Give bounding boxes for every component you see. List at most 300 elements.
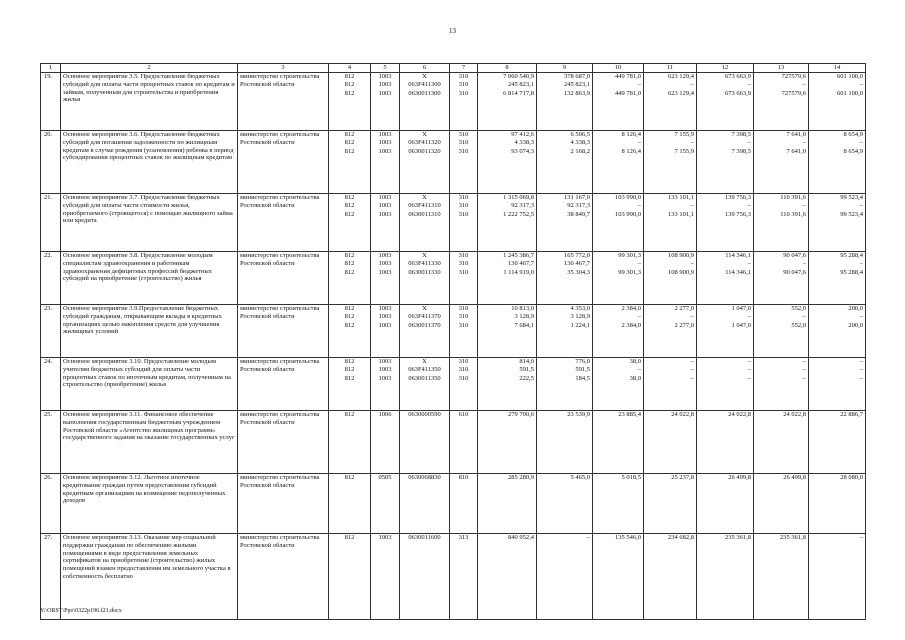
table-row [41, 73, 866, 131]
value-line: 4 353,0 [570, 305, 590, 312]
value-line: 1003 [378, 147, 392, 155]
value-line: 310 [458, 366, 469, 374]
value-line: 812 [344, 89, 355, 97]
value-line: 812 [344, 358, 355, 365]
value-line: 814,0 [519, 358, 534, 365]
value-line: 310 [458, 260, 469, 268]
budget-table [40, 63, 866, 620]
value-line: X [422, 73, 427, 80]
value-line: 35 304,3 [567, 268, 590, 276]
value-line: 0630000590 [408, 411, 441, 418]
value-cell [593, 252, 644, 305]
value-cell [593, 73, 644, 131]
value-cell [593, 194, 644, 252]
executor-text: министерство строительства Ростовской области [240, 305, 320, 320]
value-line: 063F411300 [408, 81, 441, 89]
value-cell [644, 358, 697, 411]
value-line: 313 [458, 534, 469, 541]
value-line: 0630011300 [408, 89, 441, 97]
value-cell [478, 411, 537, 474]
executor [238, 252, 329, 305]
value-line: 812 [344, 139, 355, 147]
value-line: – [747, 374, 751, 382]
value-line: – [747, 81, 751, 89]
value-line: 24 022,8 [728, 411, 751, 418]
value-cell [537, 358, 593, 411]
value-line: 279 700,6 [508, 411, 534, 418]
value-cell [478, 252, 537, 305]
value-cell [537, 194, 593, 252]
value-line: – [859, 374, 863, 382]
value-line: X [422, 131, 427, 138]
value-cell [593, 411, 644, 474]
value-line: 591,5 [519, 366, 534, 374]
executor-text: министерство строительства Ростовской области [240, 252, 320, 267]
value-line: 310 [458, 210, 469, 218]
value-line: 552,0 [791, 305, 806, 312]
value-line: 103 990,0 [615, 210, 641, 218]
value-line: 812 [344, 194, 355, 201]
value-line: 310 [458, 268, 469, 276]
value-line: – [747, 358, 751, 365]
value-line: 601 100,0 [837, 73, 863, 80]
value-line: 110 391,6 [780, 210, 806, 218]
value-line: 285 280,9 [508, 474, 534, 481]
value-line: 132 863,9 [564, 89, 590, 97]
value-line: 7 060 540,9 [503, 73, 534, 80]
value-line: 812 [344, 131, 355, 138]
value-line: 28 080,0 [840, 474, 863, 481]
value-line: 310 [458, 321, 469, 329]
value-line: 812 [344, 147, 355, 155]
value-cell [754, 252, 809, 305]
value-line: 063F411310 [408, 202, 441, 210]
value-line: 139 756,3 [725, 210, 751, 218]
value-line: 727579,6 [781, 89, 806, 97]
value-line: 38 849,7 [567, 210, 590, 218]
table-row [41, 534, 866, 620]
value-cell [809, 534, 866, 620]
value-cell [537, 131, 593, 194]
measure-name-text: Основное мероприятие 3.5. Предоставление бюджетных субсидий для оплаты части процентных ставок по кредитам и займам, полученным для строительства и приобретения жилья [63, 73, 235, 104]
header-row [41, 64, 866, 73]
value-line: 310 [458, 147, 469, 155]
value-line: – [690, 374, 694, 382]
value-cell [450, 73, 478, 131]
value-line: 812 [344, 366, 355, 374]
value-line: – [637, 139, 641, 147]
value-line: 108 900,9 [668, 252, 694, 259]
value-line: – [859, 534, 863, 541]
column-number-header: 14 [809, 64, 866, 73]
value-line: 063F411320 [408, 139, 441, 147]
value-cell [644, 131, 697, 194]
measure-name [61, 131, 238, 194]
value-line: 7 684,1 [514, 321, 534, 329]
value-cell [809, 305, 866, 358]
value-line: 310 [458, 81, 469, 89]
value-cell [371, 131, 400, 194]
row-number: 21. [41, 194, 61, 252]
value-cell [371, 305, 400, 358]
value-cell [754, 131, 809, 194]
value-cell [450, 474, 478, 534]
value-line: 0630068830 [408, 474, 441, 481]
value-line: – [802, 202, 806, 210]
value-cell [537, 411, 593, 474]
value-line: 133 101,1 [668, 210, 694, 218]
executor-text: министерство строительства Ростовской области [240, 194, 320, 209]
value-cell [329, 534, 371, 620]
value-line: 1003 [378, 194, 392, 201]
value-cell [697, 534, 754, 620]
value-line: 310 [458, 374, 469, 382]
value-line: 235 361,8 [780, 534, 806, 541]
value-cell [371, 411, 400, 474]
value-line: 99 523,4 [840, 210, 863, 218]
value-cell [478, 358, 537, 411]
value-cell [809, 411, 866, 474]
value-line: 378 687,0 [564, 73, 590, 80]
value-line: 1003 [378, 89, 392, 97]
value-cell [400, 305, 450, 358]
value-line: 1003 [378, 73, 392, 80]
value-line: – [747, 139, 751, 147]
measure-name-text: Основное мероприятие 3.11. Финансовое обеспечение выполнения государственным бюджетным учреждением Ростовской области «Агентство жилищных программ» государственного задания на оказание государственных услуг [63, 411, 235, 442]
value-line: 1003 [378, 358, 392, 365]
value-line: 7 641,0 [786, 131, 806, 138]
value-line: – [690, 81, 694, 89]
value-cell [400, 534, 450, 620]
value-line: – [690, 358, 694, 365]
value-line: – [637, 202, 641, 210]
executor-text: министерство строительства Ростовской области [240, 474, 320, 489]
value-line: 449 781,0 [615, 89, 641, 97]
value-line: 99 523,4 [840, 194, 863, 201]
value-cell [809, 131, 866, 194]
measure-name [61, 534, 238, 620]
value-cell [644, 73, 697, 131]
value-line: 727579,6 [781, 73, 806, 80]
value-cell [450, 411, 478, 474]
value-cell [754, 73, 809, 131]
value-line: 310 [458, 89, 469, 97]
value-cell [697, 73, 754, 131]
row-number: 26. [41, 474, 61, 534]
value-line: 5 465,0 [570, 474, 590, 481]
value-line: 812 [344, 321, 355, 329]
value-line: 1003 [378, 260, 392, 268]
row-number: 19. [41, 73, 61, 131]
file-path-footer: Y:\ORST\Ppo\0322p196.f21.docx [40, 608, 122, 614]
value-line: 165 772,0 [564, 252, 590, 259]
value-cell [697, 252, 754, 305]
value-line: 812 [344, 313, 355, 321]
value-line: 623 129,4 [668, 89, 694, 97]
executor-text: министерство строительства Ростовской области [240, 358, 320, 373]
value-line: 063F411370 [408, 313, 441, 321]
measure-name [61, 474, 238, 534]
table-row [41, 305, 866, 358]
value-cell [329, 131, 371, 194]
value-line: 449 781,0 [615, 73, 641, 80]
value-line: 90 047,6 [783, 268, 806, 276]
value-line: X [422, 305, 427, 312]
value-line: 812 [344, 81, 355, 89]
row-number: 24. [41, 358, 61, 411]
value-line: 7 155,9 [674, 147, 694, 155]
value-cell [644, 411, 697, 474]
value-line: 812 [344, 260, 355, 268]
value-line: 235 361,8 [725, 534, 751, 541]
value-cell [329, 194, 371, 252]
column-number-header: 12 [697, 64, 754, 73]
value-cell [400, 73, 450, 131]
value-line: 130 467,7 [564, 260, 590, 268]
value-line: 310 [458, 252, 469, 259]
value-line: 99 301,3 [618, 252, 641, 259]
value-line: X [422, 358, 427, 365]
value-cell [371, 194, 400, 252]
value-line: 222,5 [519, 374, 534, 382]
value-line: 133 101,1 [668, 194, 694, 201]
value-line: 310 [458, 139, 469, 147]
value-line: 92 317,3 [511, 202, 534, 210]
value-cell [593, 474, 644, 534]
value-line: 6 814 717,8 [503, 89, 534, 97]
value-line: 97 412,6 [511, 131, 534, 138]
value-line: 200,0 [848, 321, 863, 329]
row-number: 22. [41, 252, 61, 305]
value-cell [329, 358, 371, 411]
value-cell [400, 194, 450, 252]
value-cell [478, 73, 537, 131]
value-cell [644, 474, 697, 534]
value-line: – [859, 260, 863, 268]
value-cell [371, 358, 400, 411]
column-number-header: 10 [593, 64, 644, 73]
value-line: 131 167,0 [564, 194, 590, 201]
value-cell [371, 73, 400, 131]
value-line: 1 114 919,0 [503, 268, 534, 276]
value-line: 1003 [378, 321, 392, 329]
executor [238, 305, 329, 358]
value-line: 310 [458, 202, 469, 210]
value-cell [537, 305, 593, 358]
value-line: – [802, 374, 806, 382]
value-line: 200,0 [848, 305, 863, 312]
value-line: 95 288,4 [840, 252, 863, 259]
value-cell [537, 534, 593, 620]
value-line: – [586, 534, 590, 541]
value-line: 1003 [378, 210, 392, 218]
measure-name-text: Основное мероприятие 3.9.Предоставление бюджетных субсидий гражданам, открывающим вклады в кредитных организациях целью накопления средств для улучшения жилищных условий [63, 305, 222, 336]
value-line: 0505 [378, 474, 392, 481]
value-line: 2 384,0 [621, 321, 641, 329]
value-cell [400, 358, 450, 411]
column-number-header: 2 [61, 64, 238, 73]
column-number-header: 1 [41, 64, 61, 73]
value-cell [329, 252, 371, 305]
value-cell [809, 252, 866, 305]
value-cell [537, 252, 593, 305]
value-line: 310 [458, 305, 469, 312]
value-line: 7 398,5 [731, 147, 751, 155]
executor-text: министерство строительства Ростовской области [240, 411, 320, 426]
value-line: – [637, 81, 641, 89]
value-line: 812 [344, 411, 355, 418]
value-line: 130 467,7 [508, 260, 534, 268]
value-line: 108 900,9 [668, 268, 694, 276]
value-line: 591,5 [575, 366, 590, 374]
value-line: – [859, 366, 863, 374]
value-cell [644, 534, 697, 620]
value-line: 0630011320 [408, 147, 441, 155]
value-line: 8 126,4 [621, 147, 641, 155]
column-number-header: 8 [478, 64, 537, 73]
column-number-header: 6 [400, 64, 450, 73]
executor [238, 131, 329, 194]
value-cell [754, 534, 809, 620]
value-line: 92 317,3 [567, 202, 590, 210]
value-line: 114 346,1 [725, 268, 751, 276]
value-line: 063F411330 [408, 260, 441, 268]
value-cell [537, 474, 593, 534]
value-line: 93 074,3 [511, 147, 534, 155]
value-cell [371, 474, 400, 534]
value-line: 1003 [378, 131, 392, 138]
value-cell [371, 534, 400, 620]
value-line: 1003 [378, 366, 392, 374]
column-number-header: 3 [238, 64, 329, 73]
value-line: 840 952,4 [508, 534, 534, 541]
value-line: 1003 [378, 374, 392, 382]
value-line: 1006 [378, 411, 392, 418]
value-line: 310 [458, 194, 469, 201]
value-line: 812 [344, 534, 355, 541]
value-line: 22 886,7 [840, 411, 863, 418]
value-line: 4 338,3 [514, 139, 534, 147]
value-line: 8 126,4 [621, 131, 641, 138]
value-line: – [690, 313, 694, 321]
value-line: 10 813,0 [511, 305, 534, 312]
value-line: 7 155,9 [674, 131, 694, 138]
value-cell [329, 73, 371, 131]
value-cell [450, 534, 478, 620]
measure-name-text: Основное мероприятие 3.7. Предоставление бюджетных субсидий для оплаты части стоимости жилья, приобретаемого (строящегося) с помощью жилищного займа или кредита [63, 194, 233, 225]
value-line: 139 756,3 [725, 194, 751, 201]
row-number: 20. [41, 131, 61, 194]
executor [238, 534, 329, 620]
value-line: – [802, 260, 806, 268]
column-number-header: 7 [450, 64, 478, 73]
value-line: 1 224,1 [570, 321, 590, 329]
value-line: X [422, 252, 427, 259]
value-line: 5 018,5 [621, 474, 641, 481]
value-line: 24 022,8 [671, 411, 694, 418]
value-line: 7 641,0 [786, 147, 806, 155]
value-line: 38,0 [629, 358, 641, 365]
measure-name [61, 73, 238, 131]
value-cell [809, 474, 866, 534]
column-number-header: 9 [537, 64, 593, 73]
value-line: 310 [458, 358, 469, 365]
value-cell [400, 131, 450, 194]
value-line: – [747, 202, 751, 210]
value-line: 310 [458, 313, 469, 321]
value-line: 1003 [378, 268, 392, 276]
row-number: 27. [41, 534, 61, 620]
value-line: 2 277,0 [674, 305, 694, 312]
value-line: – [690, 260, 694, 268]
value-line: 0630011310 [408, 210, 441, 218]
executor [238, 411, 329, 474]
value-line: 812 [344, 374, 355, 382]
value-cell [537, 73, 593, 131]
executor [238, 194, 329, 252]
value-line: 24 022,8 [783, 411, 806, 418]
value-cell [809, 194, 866, 252]
value-line: X [422, 194, 427, 201]
value-line: 8 654,9 [843, 131, 863, 138]
measure-name-text: Основное мероприятие 3.10. Предоставление молодым учителям бюджетных субсидий для оплаты части процентных ставок по ипотечным кредитам, полученным на строительство (приобретение) жилья [63, 358, 231, 389]
value-line: – [637, 260, 641, 268]
value-line: 812 [344, 305, 355, 312]
value-cell [478, 474, 537, 534]
value-cell [697, 194, 754, 252]
table-row [41, 411, 866, 474]
value-line: – [690, 366, 694, 374]
measure-name-text: Основное мероприятие 3.6. Предоставление бюджетных субсидий для погашения задолженности по жилищным кредитам в случае рождения (усыновления) ребенка в период субсидирования процентных ставок по жилищным кредитам [63, 131, 234, 162]
value-line: 3 128,9 [570, 313, 590, 321]
value-line: – [859, 313, 863, 321]
value-cell [478, 305, 537, 358]
value-line: 610 [458, 411, 469, 418]
value-line: – [859, 81, 863, 89]
value-line: – [802, 139, 806, 147]
value-line: 245 823,1 [508, 81, 534, 89]
value-line: – [802, 366, 806, 374]
value-cell [478, 131, 537, 194]
value-cell [400, 411, 450, 474]
executor-text: министерство строительства Ростовской области [240, 534, 320, 549]
value-line: 114 346,1 [725, 252, 751, 259]
value-cell [450, 305, 478, 358]
value-line: 0630011350 [408, 374, 441, 382]
column-number-header: 4 [329, 64, 371, 73]
value-cell [697, 131, 754, 194]
value-line: 623 129,4 [668, 73, 694, 80]
value-line: 063F411350 [408, 366, 441, 374]
value-cell [697, 411, 754, 474]
value-cell [593, 131, 644, 194]
measure-name-text: Основное мероприятие 3.13. Оказание мер социальной поддержки гражданам по обеспечению жилыми помещениями в виде предоставления земельных сертификатов на приобретение (строительство) жилых помещений взамен предоставления им земельного участка в собственность бесплатно [63, 534, 231, 580]
value-line: 812 [344, 252, 355, 259]
value-cell [593, 358, 644, 411]
executor-text: министерство строительства Ростовской области [240, 131, 320, 146]
value-cell [478, 194, 537, 252]
value-line: 1003 [378, 202, 392, 210]
value-line: 1 047,0 [731, 321, 751, 329]
column-number-header: 5 [371, 64, 400, 73]
value-line: – [747, 260, 751, 268]
value-line: 2 277,0 [674, 321, 694, 329]
value-cell [754, 194, 809, 252]
value-cell [450, 358, 478, 411]
value-line: 1 315 069,8 [503, 194, 534, 201]
page-number: 13 [449, 27, 456, 35]
value-line: – [747, 366, 751, 374]
